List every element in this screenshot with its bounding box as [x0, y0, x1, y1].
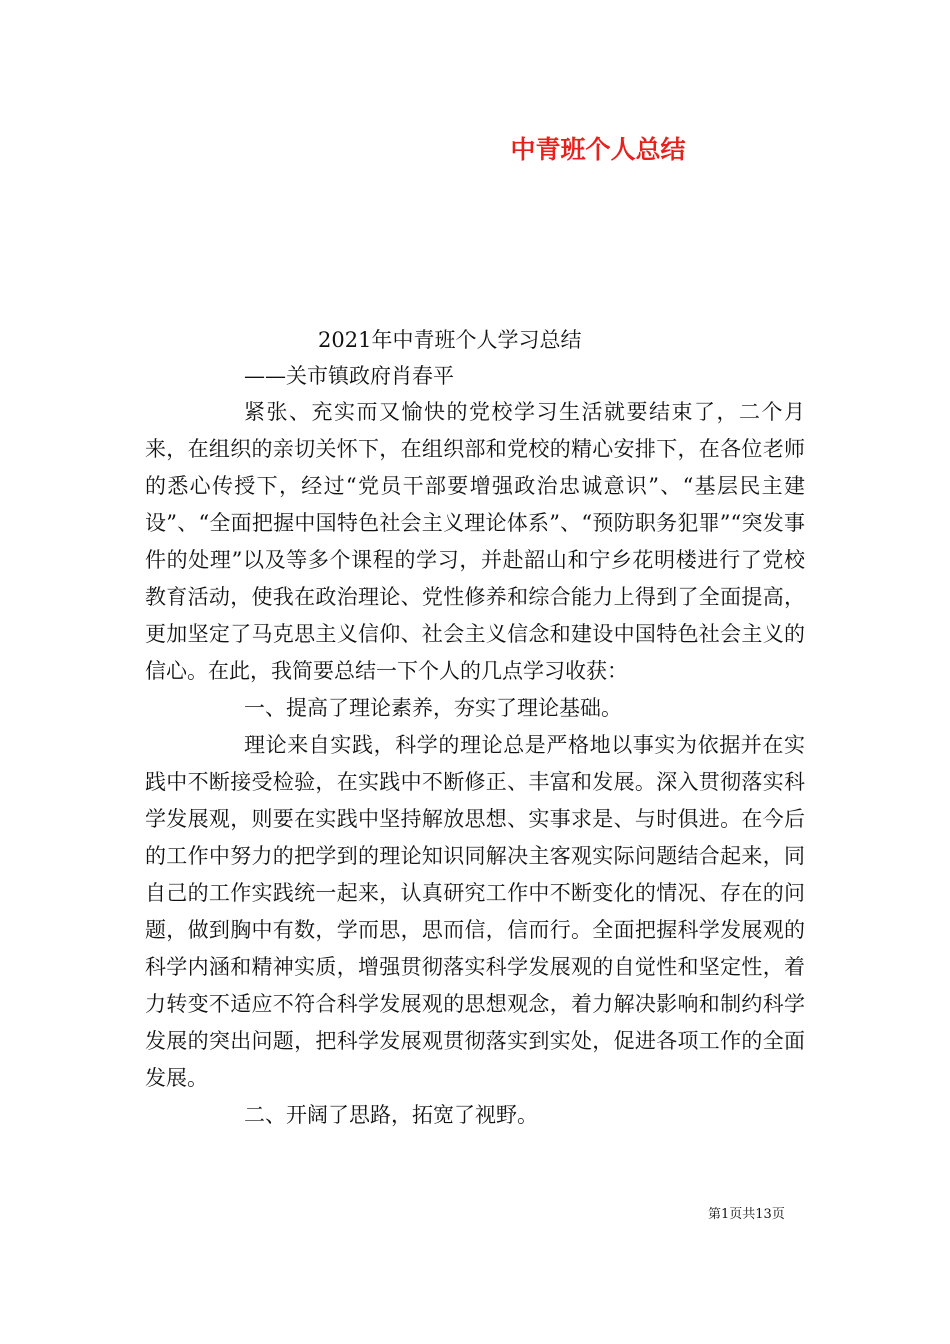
document-title: 中青班个人总结 [510, 135, 686, 164]
paragraph-intro: 紧张、充实而又愉快的党校学习生活就要结束了，二个月来，在组织的亲切关怀下，在组织部和党校的精心安排下，在各位老师的悉心传授下，经过“党员干部要增强政治忠诚意识”、“基层民主建设”、“全面把握中国特色社会主义理论体系”、“预防职务犯罪”“突发事件的处理”以及等多个课程的学习，并赴韶山和宁乡花明楼进行了党校教育活动，使我在政治理论、党性修养和综合能力上得到了全面提高，更加坚定了马克思主义信仰、社会主义信念和建设中国特色社会主义的信心。在此，我简要总结一下个人的几点学习收获： [145, 400, 805, 683]
section-heading-1: 一、提高了理论素养，夯实了理论基础。 [244, 696, 622, 720]
document-body [145, 394, 805, 1134]
document-subtitle: 2021年中青班个人学习总结 [318, 328, 582, 352]
section-heading-2: 二、开阔了思路，拓宽了视野。 [244, 1103, 538, 1127]
author-line: ——关市镇政府肖春平 [244, 364, 454, 388]
paragraph-theory: 理论来自实践，科学的理论总是严格地以事实为依据并在实践中不断接受检验，在实践中不断修正、丰富和发展。深入贯彻落实科学发展观，则要在实践中坚持解放思想、实事求是、与时俱进。在今后的工作中努力的把学到的理论知识同解决主客观实际问题结合起来，同自己的工作实践统一起来，认真研究工作中不断变化的情况、存在的问题，做到胸中有数，学而思，思而信，信而行。全面把握科学发展观的科学内涵和精神实质，增强贯彻落实科学发展观的自觉性和坚定性，着力转变不适应不符合科学发展观的思想观念，着力解决影响和制约科学发展的突出问题，把科学发展观贯彻落实到实处，促进各项工作的全面发展。 [145, 733, 805, 1090]
page-footer: 第1页共13页 [708, 1207, 785, 1222]
